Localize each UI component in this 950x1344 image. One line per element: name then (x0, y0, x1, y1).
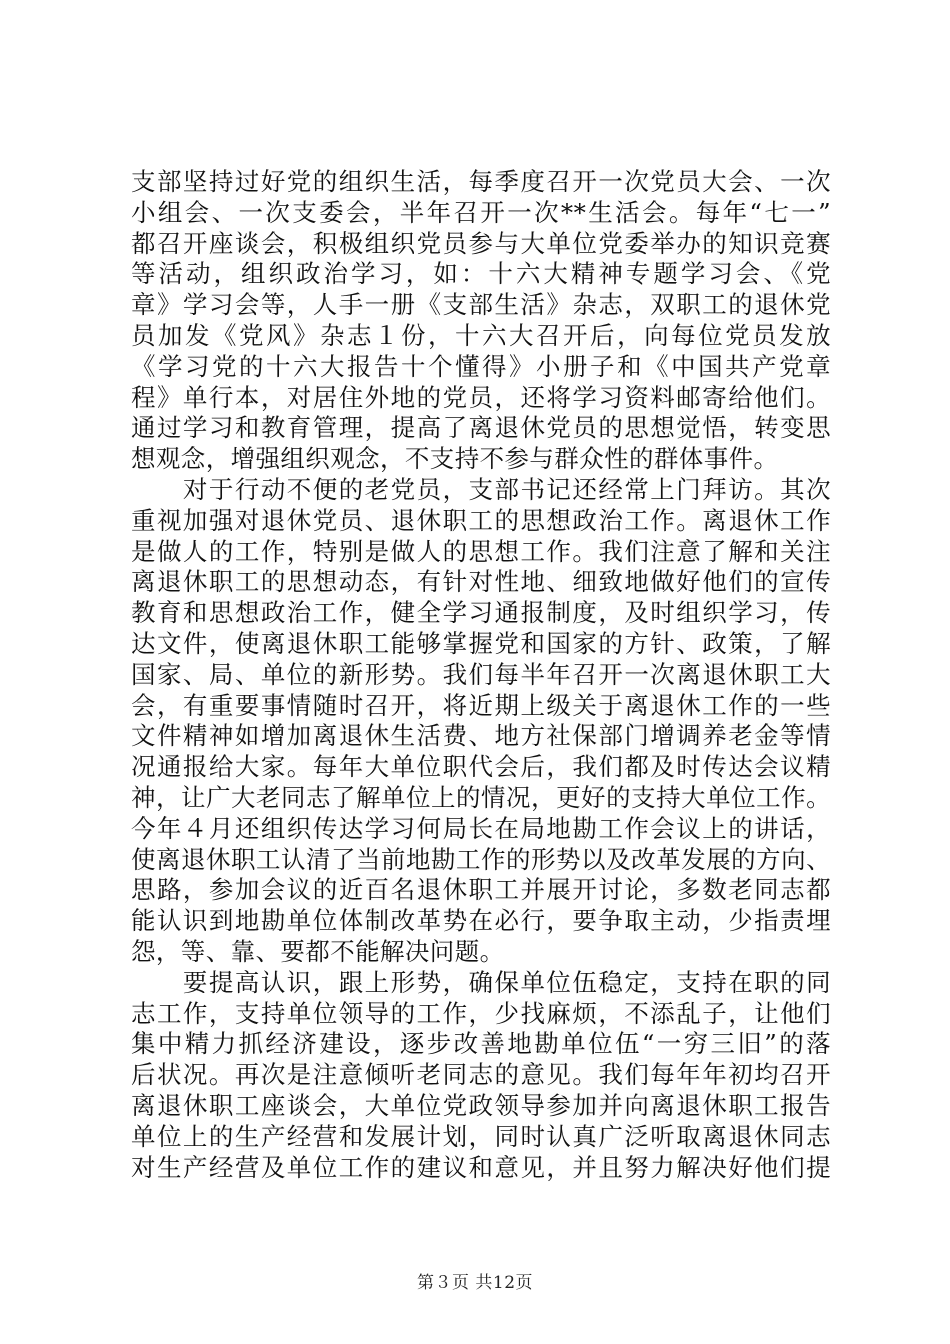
text-line: 《学习党的十六大报告十个懂得》小册子和《中国共产党章 (131, 351, 831, 381)
text-line: 会，有重要事情随时召开，将近期上级关于离退休工作的一些 (131, 690, 831, 720)
text-line: 程》单行本，对居住外地的党员，还将学习资料邮寄给他们。 (131, 382, 831, 412)
text-line: 志工作，支持单位领导的工作，少找麻烦，不添乱子，让他们 (131, 998, 831, 1028)
text-line: 员加发《党风》杂志１份，十六大召开后，向每位党员发放 (131, 320, 831, 350)
text-line: 单位上的生产经营和发展计划，同时认真广泛听取离退休同志 (131, 1121, 831, 1151)
text-line: 后状况。再次是注意倾听老同志的意见。我们每年年初均召开 (131, 1060, 831, 1090)
text-line: 想观念，增强组织观念，不支持不参与群众性的群体事件。 (131, 444, 779, 474)
text-line: 都召开座谈会，积极组织党员参与大单位党委举办的知识竞赛 (131, 228, 831, 258)
text-line: 对于行动不便的老党员，支部书记还经常上门拜访。其次 (131, 474, 831, 504)
text-line: 通过学习和教育管理，提高了离退休党员的思想觉悟，转变思 (131, 413, 831, 443)
text-line: 离退休职工的思想动态，有针对性地、细致地做好他们的宣传 (131, 567, 831, 597)
text-line: 离退休职工座谈会，大单位党政领导参加并向离退休职工报告 (131, 1090, 831, 1120)
text-line: 章》学习会等，人手一册《支部生活》杂志，双职工的退休党 (131, 290, 831, 320)
text-line: 是做人的工作，特别是做人的思想工作。我们注意了解和关注 (131, 536, 831, 566)
text-line: 文件精神如增加离退休生活费、地方社保部门增调养老金等情 (131, 721, 831, 751)
page-footer: 第３页 共12页 (416, 1273, 534, 1293)
text-line: 等活动，组织政治学习，如：十六大精神专题学习会、《党 (131, 259, 831, 289)
document-body (131, 167, 831, 1183)
text-line: 要提高认识，跟上形势，确保单位伍稳定，支持在职的同 (131, 967, 831, 997)
text-line: 使离退休职工认清了当前地勘工作的形势以及改革发展的方向、 (131, 844, 831, 874)
text-line: 怨，等、靠、要都不能解决问题。 (131, 936, 505, 966)
text-line: 教育和思想政治工作，健全学习通报制度，及时组织学习，传 (131, 598, 831, 628)
text-line: 集中精力抓经济建设，逐步改善地勘单位伍“一穷三旧”的落 (131, 1029, 831, 1059)
text-line: 达文件，使离退休职工能够掌握党和国家的方针、政策，了解 (131, 628, 831, 658)
text-line: 神，让广大老同志了解单位上的情况，更好的支持大单位工作。 (131, 782, 831, 812)
text-line: 今年４月还组织传达学习何局长在局地勘工作会议上的讲话， (131, 813, 831, 843)
text-line: 对生产经营及单位工作的建议和意见，并且努力解决好他们提 (131, 1152, 831, 1182)
text-line: 况通报给大家。每年大单位职代会后，我们都及时传达会议精 (131, 752, 831, 782)
text-line: 重视加强对退休党员、退休职工的思想政治工作。离退休工作 (131, 505, 831, 535)
text-line: 小组会、一次支委会，半年召开一次**生活会。每年“七一” (131, 197, 831, 227)
text-line: 思路，参加会议的近百名退休职工并展开讨论，多数老同志都 (131, 875, 831, 905)
text-line: 国家、局、单位的新形势。我们每半年召开一次离退休职工大 (131, 659, 831, 689)
text-line: 支部坚持过好党的组织生活，每季度召开一次党员大会、一次 (131, 167, 831, 196)
text-line: 能认识到地勘单位体制改革势在必行，要争取主动，少指责埋 (131, 906, 831, 936)
